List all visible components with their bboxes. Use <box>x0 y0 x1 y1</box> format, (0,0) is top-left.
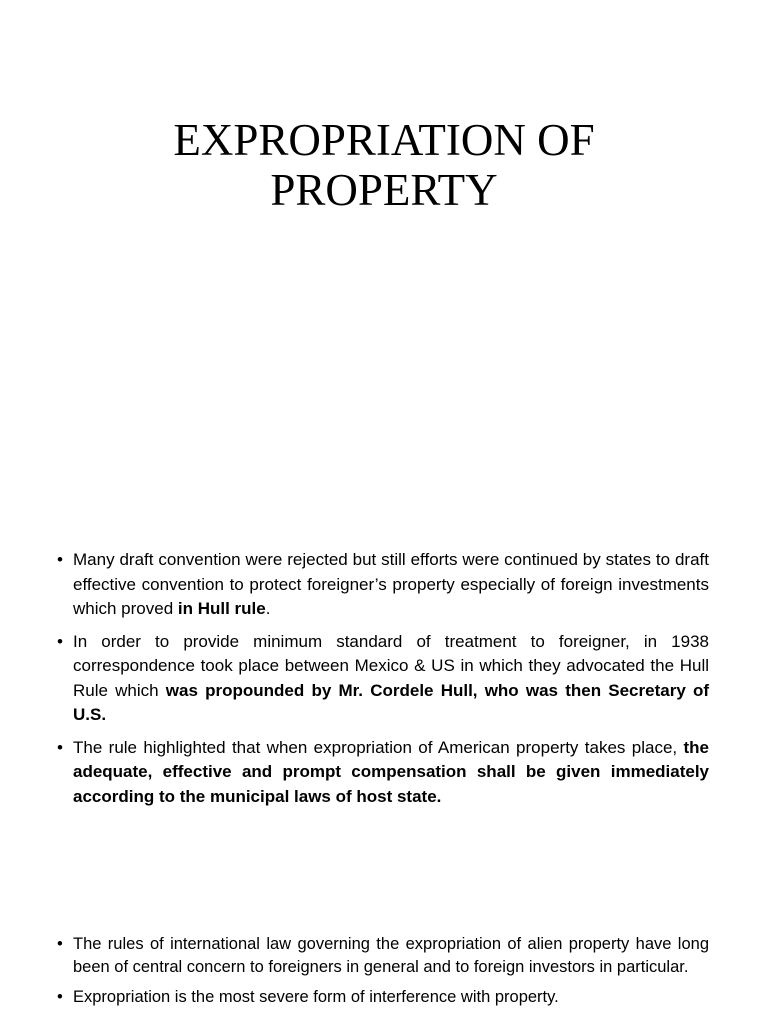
title-line-1: EXPROPRIATION OF <box>173 115 595 165</box>
bullet-bold-text: was propounded by Mr. Cordele Hull, who was then Secretary of U.S. <box>73 680 709 724</box>
bullet-item <box>57 548 709 622</box>
bullet-item <box>57 736 709 810</box>
bullet-text: Many draft convention were rejected but still efforts were continued by states to draft effective convention to protect foreigner’s property especially of foreign investments which proved <box>73 550 709 618</box>
bullet-text: Expropriation is the most severe form of interference with property. <box>73 988 559 1006</box>
slide-2-bullet-list <box>57 548 709 817</box>
bullet-text: The rules of international law governing the expropriation of alien property have long been of central concern to foreigners in general and to foreign investors in particular. <box>73 935 709 976</box>
bullet-item <box>57 933 709 978</box>
bullet-item <box>57 986 709 1009</box>
bullet-text: The rule highlighted that when expropriation of American property takes place, <box>73 737 684 757</box>
bullet-text: In order to provide minimum standard of treatment to foreigner, in 1938 correspondence took place between Mexico & US in which they advocated the Hull Rule which <box>73 631 709 700</box>
title-line-2: PROPERTY <box>270 165 498 215</box>
bullet-text-end: . <box>265 599 271 618</box>
slide-3-bullet-list <box>57 933 709 1017</box>
bullet-bold-text: in Hull rule <box>177 599 266 618</box>
bullet-item <box>57 630 709 728</box>
slide-title <box>0 115 768 215</box>
bullet-bold-text: the adequate, effective and prompt compensation shall be given immediately according to the municipal laws of host state. <box>73 737 709 806</box>
